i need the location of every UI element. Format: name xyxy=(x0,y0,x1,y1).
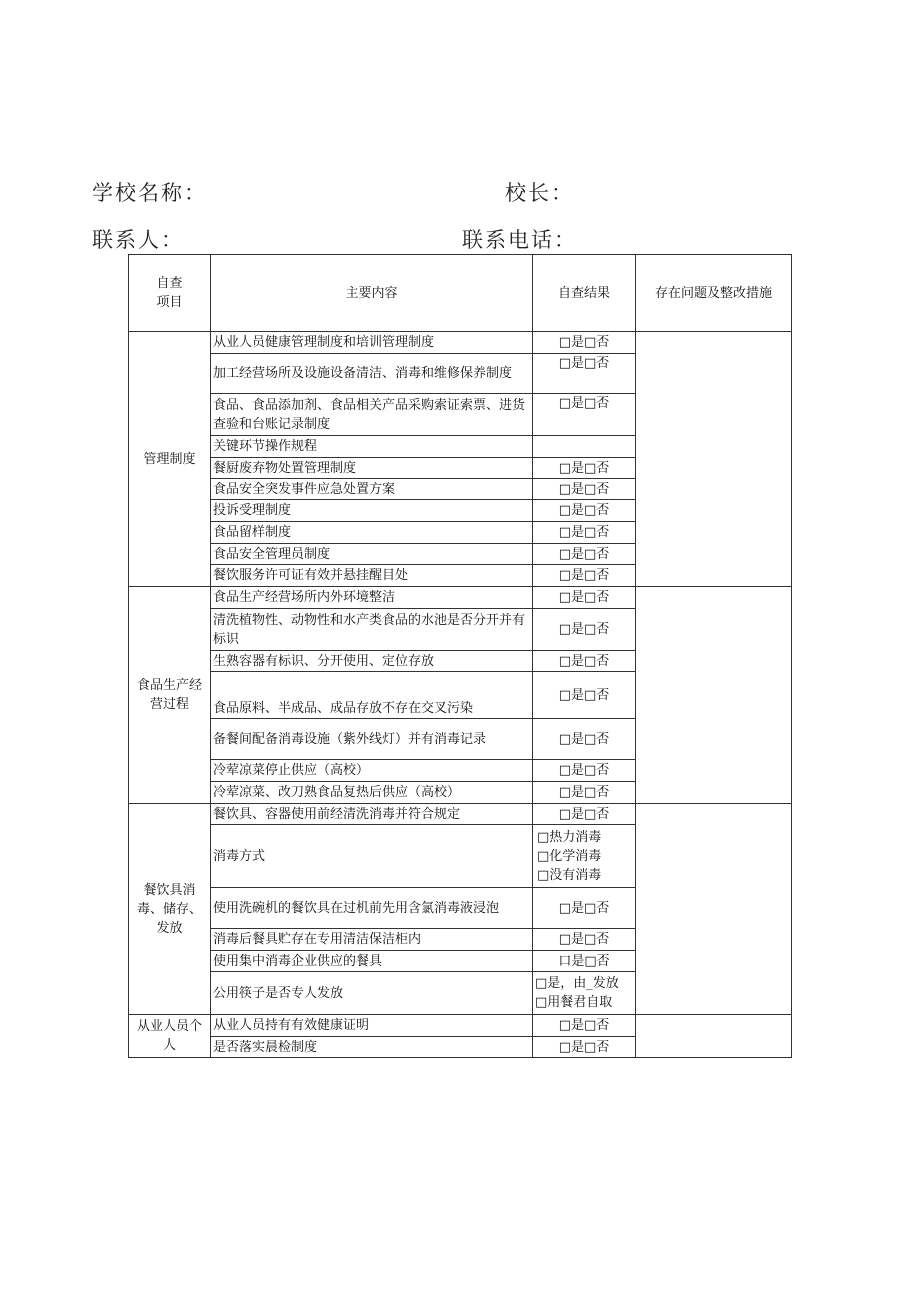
item-content: 备餐间配备消毒设施（紫外线灯）并有消毒记录 xyxy=(211,719,533,760)
school-name-label: 学校名称： xyxy=(92,181,207,205)
item-content: 餐饮服务许可证有效并悬挂醒目处 xyxy=(211,565,533,587)
result-checkbox[interactable]: □是□否 xyxy=(533,544,636,565)
result-checkbox[interactable]: □是□否 xyxy=(533,587,636,609)
option-no-disinfection[interactable]: □没有消毒 xyxy=(537,867,602,883)
result-checkbox[interactable]: □是□否 xyxy=(533,354,636,394)
contact-person-label: 联系人： xyxy=(92,228,184,252)
item-content: 生熟容器有标识、分开使用、定位存放 xyxy=(211,651,533,672)
item-content: 冷荤凉菜停止供应（高校） xyxy=(211,760,533,782)
item-content: 冷荤凉菜、改刀熟食品复热后供应（高校） xyxy=(211,782,533,804)
result-checkbox[interactable]: □是□否 xyxy=(533,479,636,500)
result-checkbox[interactable]: □是□否 xyxy=(533,1015,636,1037)
col-header-content: 主要内容 xyxy=(211,255,533,332)
col-header-item xyxy=(129,255,211,332)
chopsticks-options xyxy=(533,972,636,1015)
item-content: 公用筷子是否专人发放 xyxy=(211,972,533,1015)
table-row xyxy=(129,332,792,354)
item-content: 消毒方式 xyxy=(211,825,533,888)
contact-phone-label: 联系电话： xyxy=(462,228,577,252)
result-checkbox[interactable]: □是□否 xyxy=(533,565,636,587)
item-content: 清洗植物性、动物性和水产类食品的水池是否分开并有标识 xyxy=(211,609,533,651)
table-row xyxy=(129,587,792,609)
item-content: 食品生产经营场所内外环境整洁 xyxy=(211,587,533,609)
issues-cell-staff[interactable] xyxy=(636,1015,792,1058)
result-checkbox[interactable]: □是□否 xyxy=(533,394,636,436)
item-content: 食品原料、半成品、成品存放不存在交叉污染 xyxy=(211,672,533,719)
option-heat-disinfection[interactable]: □热力消毒 xyxy=(537,829,602,845)
item-content: 消毒后餐具贮存在专用清洁保洁柜内 xyxy=(211,929,533,951)
category-production-process: 食品生产经营过程 xyxy=(129,587,211,804)
item-content: 食品安全管理员制度 xyxy=(211,544,533,565)
option-dedicated-distribution[interactable]: □是，由_发放 xyxy=(535,976,619,991)
result-checkbox[interactable]: □是□否 xyxy=(533,500,636,522)
col-header-item-line2: 项目 xyxy=(156,295,183,310)
item-content: 加工经营场所及设施设备清洁、消毒和维修保养制度 xyxy=(211,354,533,394)
category-tableware: 餐饮具消毒、储存、发放 xyxy=(129,804,211,1015)
principal-label: 校长： xyxy=(505,181,574,205)
item-content: 使用洗碗机的餐饮具在过机前先用含氯消毒液浸泡 xyxy=(211,888,533,929)
result-checkbox[interactable]: □是□否 xyxy=(533,929,636,951)
result-checkbox[interactable] xyxy=(533,436,636,458)
result-checkbox[interactable]: □是□否 xyxy=(533,1037,636,1058)
item-content: 食品安全突发事件应急处置方案 xyxy=(211,479,533,500)
item-content: 食品、食品添加剂、食品相关产品采购索证索票、进货查验和台账记录制度 xyxy=(211,394,533,436)
result-checkbox[interactable]: 口是□否 xyxy=(533,951,636,972)
issues-cell-production[interactable] xyxy=(636,587,792,804)
col-header-result: 自查结果 xyxy=(533,255,636,332)
table-row xyxy=(129,804,792,825)
result-checkbox[interactable]: □是□否 xyxy=(533,522,636,544)
option-chemical-disinfection[interactable]: □化学消毒 xyxy=(537,848,602,864)
item-content: 是否落实晨检制度 xyxy=(211,1037,533,1058)
table-header-row xyxy=(129,255,792,332)
result-checkbox[interactable]: □是□否 xyxy=(533,782,636,804)
result-checkbox[interactable]: □是□否 xyxy=(533,804,636,825)
result-checkbox[interactable]: □是□否 xyxy=(533,760,636,782)
item-content: 食品留样制度 xyxy=(211,522,533,544)
result-checkbox[interactable]: □是□否 xyxy=(533,651,636,672)
item-content: 投诉受理制度 xyxy=(211,500,533,522)
self-inspection-table xyxy=(128,254,792,1058)
item-content: 餐厨废弃物处置管理制度 xyxy=(211,458,533,479)
category-staff: 从业人员个人 xyxy=(129,1015,211,1058)
result-checkbox[interactable]: □是□否 xyxy=(533,719,636,760)
item-content: 关键环节操作规程 xyxy=(211,436,533,458)
category-management: 管理制度 xyxy=(129,332,211,587)
col-header-issues: 存在问题及整改措施 xyxy=(636,255,792,332)
result-checkbox[interactable]: □是□否 xyxy=(533,672,636,719)
result-checkbox[interactable]: □是□否 xyxy=(533,458,636,479)
option-self-service[interactable]: □用餐君自取 xyxy=(535,995,613,1010)
table-row xyxy=(129,1015,792,1037)
issues-cell-management[interactable] xyxy=(636,332,792,587)
item-content: 餐饮具、容器使用前经清洗消毒并符合规定 xyxy=(211,804,533,825)
item-content: 从业人员健康管理制度和培训管理制度 xyxy=(211,332,533,354)
result-checkbox[interactable]: □是□否 xyxy=(533,332,636,354)
result-checkbox[interactable]: □是□否 xyxy=(533,888,636,929)
result-checkbox[interactable]: □是□否 xyxy=(533,609,636,651)
disinfection-method-options xyxy=(533,825,636,888)
issues-cell-tableware[interactable] xyxy=(636,804,792,1015)
item-content: 使用集中消毒企业供应的餐具 xyxy=(211,951,533,972)
col-header-item-line1: 自查 xyxy=(156,276,183,291)
item-content: 从业人员持有有效健康证明 xyxy=(211,1015,533,1037)
